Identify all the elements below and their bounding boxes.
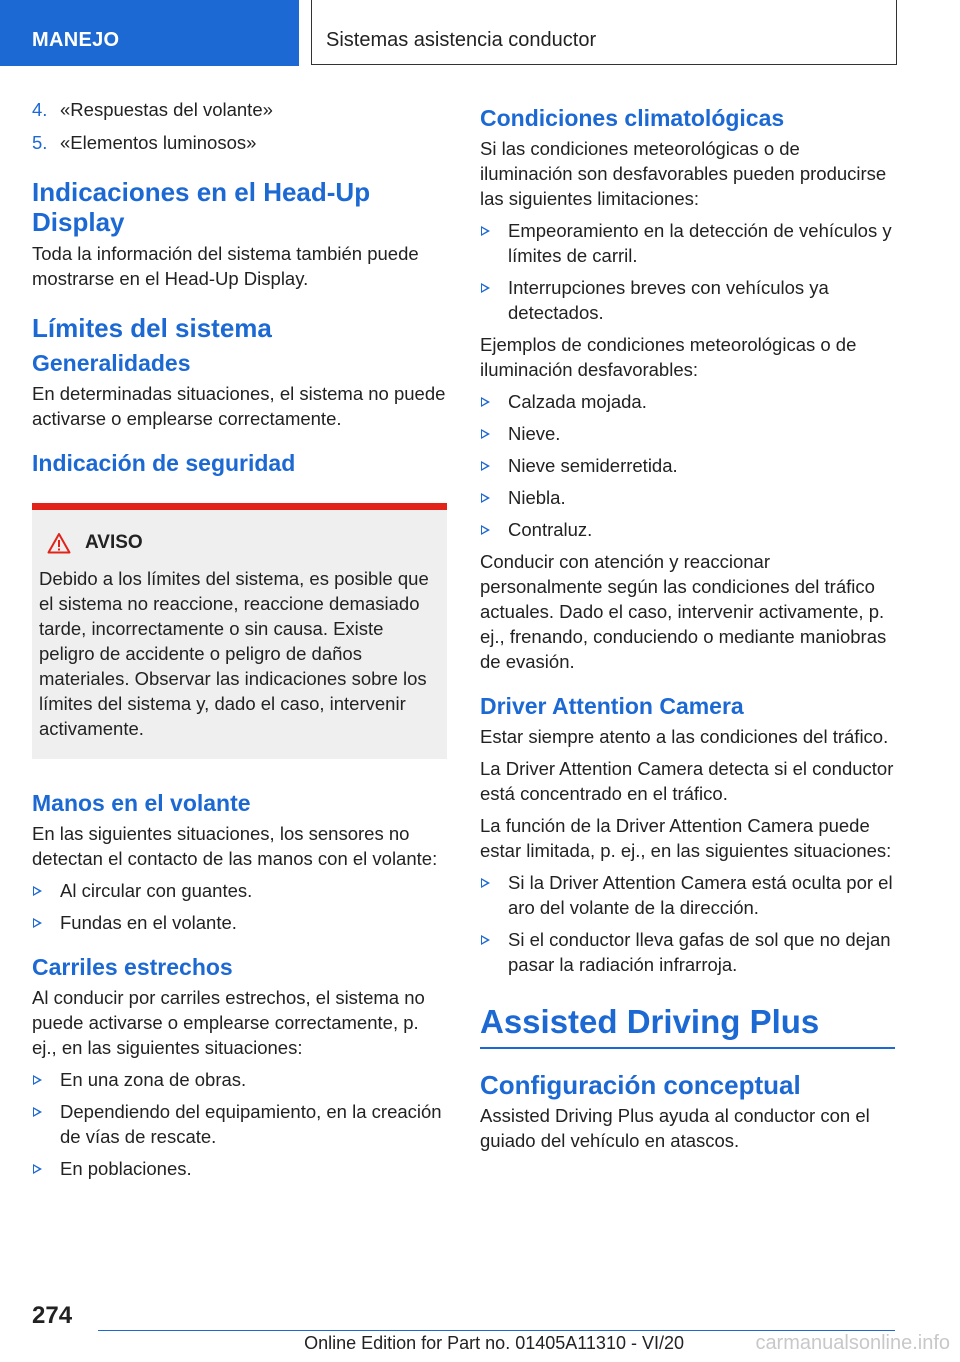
warning-label: AVISO [85,532,143,553]
paragraph: Toda la información del sistema también puede mostrarse en el Head-Up Display. [32,243,419,289]
list-item: Al circular con guantes. [32,878,447,903]
bullet-triangle-icon [481,429,490,439]
list-item: 4. «Respuestas del volante» [32,99,273,120]
heading-concept: Configuración conceptual [480,1070,801,1100]
warning-box [32,503,447,759]
list-item: Nieve semiderretida. [480,453,895,478]
warning-triangle-icon [47,532,71,554]
section-title: MANEJO [32,29,120,51]
page-number: 274 [32,1302,73,1329]
bullet-triangle-icon [481,493,490,503]
right-column [480,98,895,1160]
list-item: Dependiendo del equipamiento, en la creación de vías de rescate. [32,1099,447,1149]
bullet-triangle-icon [481,525,490,535]
bullet-triangle-icon [33,1164,42,1174]
paragraph: Assisted Driving Plus ayuda al conductor con el guiado del vehículo en atascos. [480,1105,870,1151]
footer-divider [98,1330,895,1331]
left-column [32,98,447,1188]
bullet-triangle-icon [33,918,42,928]
warning-text: Debido a los límites del sistema, es posible que el sistema no reaccione, reaccione demasiado tarde, incorrectamente o sin causa. Existe peligro de accidente o peligro de daños materiales. Observar las indicaciones sobre los límites del sistema y, dado el caso, intervenir activamente. [39,568,429,739]
list-item: Si el conductor lleva gafas de sol que no dejan pasar la radiación infrarroja. [480,927,895,977]
chapter-tab [311,0,897,65]
paragraph: La función de la Driver Attention Camera puede estar limitada, p. ej., en las siguientes situaciones: [480,815,892,861]
list-item: Niebla. [480,485,895,510]
bullet-list [480,870,895,977]
list-item: Fundas en el volante. [32,910,447,935]
chapter-title: Sistemas asistencia conductor [326,29,597,51]
list-item: En una zona de obras. [32,1067,447,1092]
heading-weather: Condiciones climatológicas [480,105,785,131]
heading-hud: Indicaciones en el Head-Up Display [32,177,371,237]
bullet-triangle-icon [481,935,490,945]
heading-safety: Indicación de seguridad [32,450,296,476]
list-item: Si la Driver Attention Camera está oculta por el aro del volante de la dirección. [480,870,895,920]
footer-edition: Online Edition for Part no. 01405A11310 - VI/20 [304,1333,684,1353]
watermark: carmanualsonline.info [755,1332,950,1354]
bullet-triangle-icon [33,1075,42,1085]
paragraph: La Driver Attention Camera detecta si el conductor está concentrado en el tráfico. [480,758,894,804]
bullet-triangle-icon [481,461,490,471]
paragraph: Al conducir por carriles estrechos, el sistema no puede activarse o emplearse correctamente, p. ej., en las siguientes situaciones: [32,987,425,1058]
paragraph: En determinadas situaciones, el sistema no puede activarse o emplearse correctamente. [32,383,446,429]
paragraph: En las siguientes situaciones, los sensores no detectan el contacto de las manos con el volante: [32,823,438,869]
bullet-triangle-icon [33,1107,42,1117]
paragraph: Ejemplos de condiciones meteorológicas o de iluminación desfavorables: [480,334,857,380]
list-item: Contraluz. [480,517,895,542]
bullet-triangle-icon [481,226,490,236]
bullet-list [32,1067,447,1181]
bullet-triangle-icon [481,878,490,888]
paragraph: Si las condiciones meteorológicas o de iluminación son desfavorables pueden producirse las siguientes limitaciones: [480,138,887,209]
list-item: En poblaciones. [32,1156,447,1181]
section-tab [0,0,299,66]
bullet-triangle-icon [33,886,42,896]
heading-lanes: Carriles estrechos [32,954,233,980]
bullet-list [480,218,895,325]
list-item: Calzada mojada. [480,389,895,414]
heading-dac: Driver Attention Camera [480,693,744,719]
list-item: 5. «Elementos luminosos» [32,132,257,153]
list-item: Empeoramiento en la detección de vehículos y límites de carril. [480,218,895,268]
list-item: Nieve. [480,421,895,446]
heading-hands: Manos en el volante [32,790,251,816]
bullet-triangle-icon [481,397,490,407]
bullet-list [32,878,447,935]
bullet-triangle-icon [481,283,490,293]
heading-general: Generalidades [32,350,191,376]
chapter-heading: Assisted Driving Plus [480,1003,895,1049]
paragraph: Conducir con atención y reaccionar personalmente según las condiciones del tráfico actuales. Dado el caso, intervenir activamente, p. ej., frenando, conduciendo o mediante maniobras de evasión. [480,551,887,672]
heading-limits: Límites del sistema [32,313,272,343]
list-item: Interrupciones breves con vehículos ya detectados. [480,275,895,325]
paragraph: Estar siempre atento a las condiciones del tráfico. [480,726,889,747]
bullet-list [480,389,895,542]
